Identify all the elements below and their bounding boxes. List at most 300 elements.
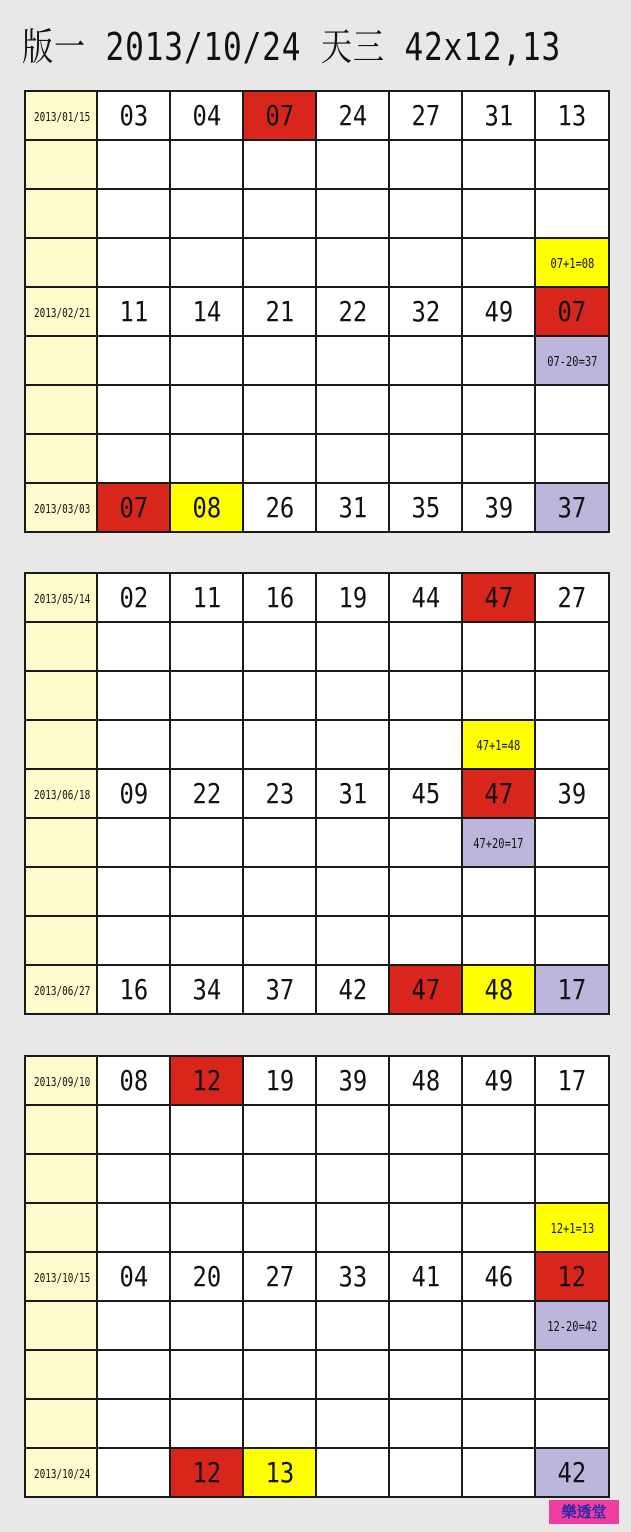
lottery-number: 45 [411,777,440,810]
lottery-number: 26 [265,491,294,524]
draw-date: 2013/06/27 [33,984,91,998]
date-cell [26,1252,97,1301]
number-cell [97,965,170,1013]
number-cell [316,867,389,916]
date-cell [26,1203,97,1252]
number-cell [97,574,170,622]
number-cell [535,1252,608,1301]
number-cell [462,818,535,867]
draw-row [26,622,608,671]
number-cell [243,622,316,671]
number-cell [170,574,243,622]
date-cell [26,385,97,434]
number-cell [535,1203,608,1252]
site-watermark: 樂透堂 [549,1500,619,1524]
lottery-number: 31 [338,491,367,524]
number-cell [389,1154,462,1203]
number-cell [97,1350,170,1399]
lottery-number: 39 [484,491,513,524]
lottery-number: 04 [119,1260,148,1293]
date-cell [26,916,97,965]
lottery-number: 27 [265,1260,294,1293]
number-cell [170,1057,243,1105]
date-cell [26,1057,97,1105]
lottery-number: 49 [484,1064,513,1097]
draw-row [26,1252,608,1301]
lottery-number: 07 [265,99,294,132]
number-cell [535,1350,608,1399]
draw-row [26,965,608,1013]
draw-table [26,92,608,531]
number-cell [462,336,535,385]
number-cell [316,769,389,818]
lottery-number: 07 [119,491,148,524]
number-cell [170,92,243,140]
lottery-number: 09 [119,777,148,810]
lottery-number: 22 [192,777,221,810]
draw-row [26,483,608,531]
number-cell [316,140,389,189]
draw-row [26,916,608,965]
draw-date: 2013/02/21 [33,306,91,320]
number-cell [243,965,316,1013]
date-cell [26,1105,97,1154]
number-cell [389,1448,462,1496]
number-cell [243,1203,316,1252]
number-cell [316,720,389,769]
formula-note: 12-20=42 [546,1320,598,1335]
number-cell [97,434,170,483]
number-cell [170,287,243,336]
number-cell [170,769,243,818]
lottery-number: 42 [557,1456,587,1489]
lottery-number: 08 [192,491,221,524]
draw-date: 2013/01/15 [33,110,91,124]
number-cell [316,1448,389,1496]
draw-row [26,574,608,622]
number-cell [535,1399,608,1448]
number-cell [389,92,462,140]
formula-note: 07-20=37 [546,355,598,370]
draw-row [26,385,608,434]
number-cell [535,574,608,622]
number-cell [462,671,535,720]
number-cell [389,916,462,965]
draw-block-1 [24,90,610,533]
formula-note: 07+1=08 [550,257,594,272]
lottery-number: 39 [338,1064,367,1097]
number-cell [97,1203,170,1252]
lottery-number: 08 [119,1064,148,1097]
number-cell [97,287,170,336]
lottery-number: 17 [557,973,587,1006]
number-cell [535,92,608,140]
lottery-number: 35 [411,491,440,524]
number-cell [97,336,170,385]
number-cell [389,1105,462,1154]
date-cell [26,574,97,622]
lottery-number: 19 [265,1064,294,1097]
number-cell [462,1105,535,1154]
lottery-number: 13 [265,1456,294,1489]
lottery-number: 20 [192,1260,221,1293]
number-cell [535,140,608,189]
number-cell [462,916,535,965]
number-cell [243,720,316,769]
date-cell [26,483,97,531]
draw-block-3 [24,1055,610,1498]
number-cell [535,238,608,287]
number-cell [170,965,243,1013]
number-cell [243,1252,316,1301]
date-cell [26,818,97,867]
number-cell [243,140,316,189]
number-cell [170,867,243,916]
number-cell [535,287,608,336]
number-cell [389,867,462,916]
number-cell [316,818,389,867]
date-cell [26,189,97,238]
number-cell [462,92,535,140]
number-cell [535,385,608,434]
date-cell [26,92,97,140]
number-cell [389,140,462,189]
lottery-number: 47 [411,973,440,1006]
number-cell [243,1057,316,1105]
draw-row [26,1350,608,1399]
number-cell [535,1301,608,1350]
number-cell [535,769,608,818]
number-cell [535,916,608,965]
lottery-number: 11 [119,295,148,328]
number-cell [170,140,243,189]
date-cell [26,140,97,189]
number-cell [316,1154,389,1203]
lottery-number: 37 [557,491,587,524]
number-cell [97,483,170,531]
draw-row [26,287,608,336]
number-cell [97,622,170,671]
number-cell [97,867,170,916]
draw-row [26,1057,608,1105]
number-cell [462,238,535,287]
number-cell [97,140,170,189]
number-cell [535,818,608,867]
lottery-number: 12 [192,1456,221,1489]
number-cell [389,483,462,531]
number-cell [316,189,389,238]
number-cell [316,1301,389,1350]
number-cell [462,189,535,238]
draw-row [26,336,608,385]
number-cell [316,671,389,720]
draw-row [26,92,608,140]
number-cell [389,1301,462,1350]
number-cell [389,818,462,867]
formula-note: 12+1=13 [550,1222,594,1237]
draw-row [26,720,608,769]
lottery-number: 11 [192,581,221,614]
number-cell [316,287,389,336]
number-cell [170,385,243,434]
lottery-number: 37 [265,973,294,1006]
lottery-number: 12 [192,1064,221,1097]
draw-row [26,1448,608,1496]
number-cell [535,483,608,531]
number-cell [97,1057,170,1105]
number-cell [389,238,462,287]
draw-date: 2013/03/03 [33,502,91,516]
draw-table [26,574,608,1013]
number-cell [97,1154,170,1203]
lottery-number: 31 [338,777,367,810]
number-cell [462,1154,535,1203]
number-cell [243,1154,316,1203]
lottery-number: 46 [484,1260,513,1293]
number-cell [462,1301,535,1350]
formula-note: 47+20=17 [473,837,524,852]
number-cell [243,189,316,238]
draw-row [26,1203,608,1252]
draw-row [26,434,608,483]
number-cell [535,1105,608,1154]
number-cell [389,720,462,769]
number-cell [462,574,535,622]
number-cell [316,916,389,965]
number-cell [97,1252,170,1301]
draw-row [26,1399,608,1448]
number-cell [97,1105,170,1154]
lottery-number: 44 [411,581,440,614]
number-cell [170,1252,243,1301]
number-cell [389,287,462,336]
number-cell [535,867,608,916]
draw-row [26,769,608,818]
lottery-number: 39 [557,777,587,810]
draw-row [26,1301,608,1350]
date-cell [26,1350,97,1399]
number-cell [97,1301,170,1350]
lottery-number: 48 [411,1064,440,1097]
number-cell [243,1301,316,1350]
number-cell [97,238,170,287]
date-cell [26,1301,97,1350]
number-cell [170,483,243,531]
draw-date: 2013/09/10 [33,1075,91,1089]
number-cell [316,385,389,434]
number-cell [170,1448,243,1496]
lottery-number: 04 [192,99,221,132]
number-cell [462,1448,535,1496]
number-cell [462,622,535,671]
number-cell [462,1203,535,1252]
number-cell [535,965,608,1013]
number-cell [316,336,389,385]
number-cell [170,1154,243,1203]
date-cell [26,434,97,483]
date-cell [26,867,97,916]
number-cell [389,622,462,671]
number-cell [97,385,170,434]
number-cell [462,385,535,434]
number-cell [535,1448,608,1496]
date-cell [26,1448,97,1496]
number-cell [97,671,170,720]
number-cell [316,92,389,140]
number-cell [97,92,170,140]
number-cell [462,1252,535,1301]
number-cell [170,1301,243,1350]
number-cell [462,434,535,483]
date-cell [26,720,97,769]
date-cell [26,965,97,1013]
number-cell [462,1399,535,1448]
number-cell [243,769,316,818]
number-cell [462,140,535,189]
draw-block-2 [24,572,610,1015]
lottery-number: 27 [411,99,440,132]
number-cell [389,1252,462,1301]
number-cell [170,916,243,965]
date-cell [26,336,97,385]
number-cell [462,287,535,336]
lottery-number: 41 [411,1260,440,1293]
lottery-number: 27 [557,581,587,614]
lottery-number: 47 [484,777,513,810]
number-cell [243,336,316,385]
draw-date: 2013/05/14 [33,592,91,606]
number-cell [243,1448,316,1496]
number-cell [170,1203,243,1252]
date-cell [26,1399,97,1448]
date-cell [26,238,97,287]
number-cell [316,574,389,622]
number-cell [389,1399,462,1448]
draw-row [26,1105,608,1154]
number-cell [535,720,608,769]
number-cell [243,1399,316,1448]
lottery-number: 21 [265,295,294,328]
number-cell [389,965,462,1013]
number-cell [389,574,462,622]
number-cell [462,1057,535,1105]
date-cell [26,671,97,720]
number-cell [316,1252,389,1301]
lottery-number: 49 [484,295,513,328]
number-cell [97,720,170,769]
lottery-number: 34 [192,973,221,1006]
lottery-number: 12 [557,1260,587,1293]
lottery-number: 42 [338,973,367,1006]
lottery-number: 02 [119,581,148,614]
number-cell [243,287,316,336]
number-cell [316,1203,389,1252]
number-cell [243,1350,316,1399]
number-cell [389,1057,462,1105]
number-cell [535,1154,608,1203]
draw-row [26,818,608,867]
number-cell [389,189,462,238]
number-cell [170,1105,243,1154]
number-cell [243,434,316,483]
number-cell [243,483,316,531]
number-cell [170,1399,243,1448]
number-cell [316,1057,389,1105]
draw-row [26,189,608,238]
lottery-number: 17 [557,1064,587,1097]
number-cell [462,965,535,1013]
draw-row [26,140,608,189]
number-cell [535,622,608,671]
number-cell [462,720,535,769]
lottery-number: 31 [484,99,513,132]
lottery-number: 13 [557,99,587,132]
date-cell [26,287,97,336]
lottery-number: 32 [411,295,440,328]
number-cell [316,1105,389,1154]
lottery-number: 48 [484,973,513,1006]
draw-row [26,671,608,720]
number-cell [389,385,462,434]
number-cell [389,1203,462,1252]
draw-date: 2013/10/24 [33,1467,91,1481]
number-cell [243,385,316,434]
number-cell [462,483,535,531]
number-cell [243,671,316,720]
number-cell [243,867,316,916]
number-cell [170,1350,243,1399]
lottery-number: 19 [338,581,367,614]
lottery-number: 14 [192,295,221,328]
lottery-number: 16 [265,581,294,614]
lottery-number: 07 [557,295,587,328]
number-cell [243,92,316,140]
number-cell [462,867,535,916]
number-cell [389,336,462,385]
number-cell [170,434,243,483]
number-cell [170,818,243,867]
page-title: 版一 2013/10/24 天三 42x12,13 [22,25,562,69]
draw-row [26,238,608,287]
number-cell [243,916,316,965]
number-cell [243,818,316,867]
number-cell [316,238,389,287]
number-cell [535,189,608,238]
number-cell [316,965,389,1013]
number-cell [170,671,243,720]
draw-row [26,867,608,916]
number-cell [535,1057,608,1105]
number-cell [316,434,389,483]
date-cell [26,769,97,818]
number-cell [97,1399,170,1448]
number-cell [243,574,316,622]
number-cell [389,434,462,483]
lottery-number: 24 [338,99,367,132]
draw-table [26,1057,608,1496]
lottery-number: 16 [119,973,148,1006]
number-cell [535,336,608,385]
lottery-number: 23 [265,777,294,810]
number-cell [170,720,243,769]
lottery-number: 47 [484,581,513,614]
date-cell [26,622,97,671]
draw-date: 2013/10/15 [33,1271,91,1285]
number-cell [389,769,462,818]
date-cell [26,1154,97,1203]
number-cell [243,1105,316,1154]
number-cell [170,238,243,287]
